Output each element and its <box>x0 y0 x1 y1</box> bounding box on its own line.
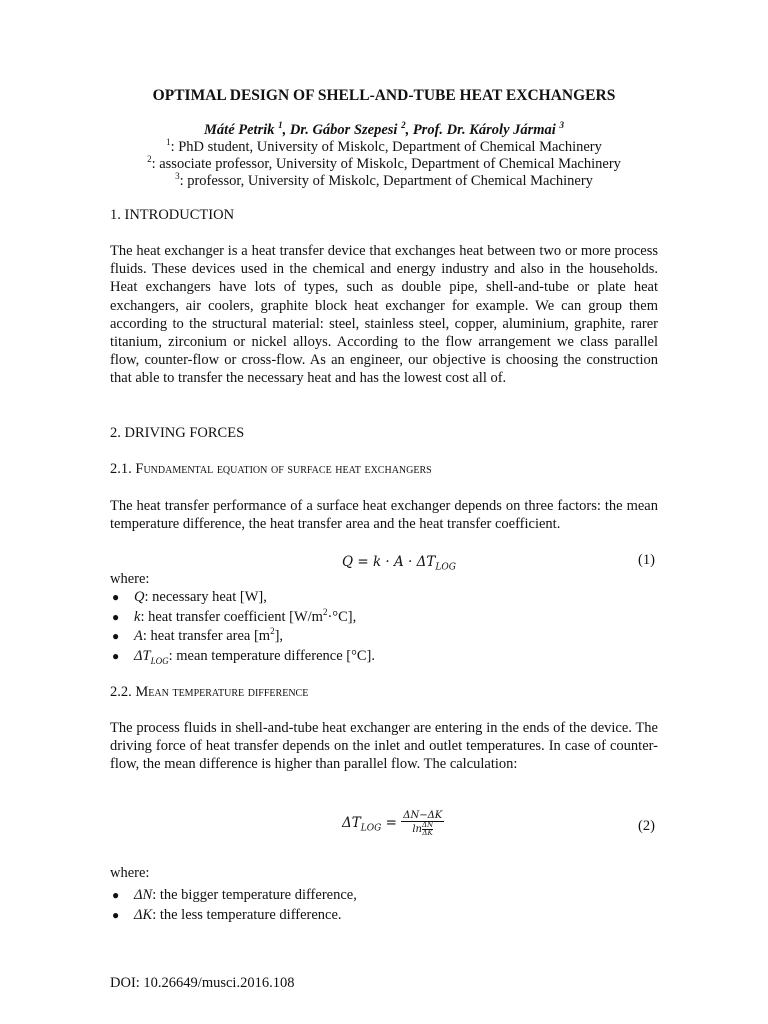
variable-desc: : the bigger temperature difference, <box>152 887 357 903</box>
equation-2-fraction <box>401 810 444 837</box>
equation-1-number: (1) <box>638 552 655 568</box>
affiliation-2 <box>0 155 768 173</box>
variable-desc-tail: ·°C], <box>327 608 357 625</box>
affiliation-1-sup: 1 <box>166 137 171 148</box>
author-3: Prof. Dr. Károly Jármai <box>412 122 556 138</box>
equation-2-denominator <box>401 822 444 837</box>
affiliation-3-text: : professor, University of Miskolc, Department of Chemical Machinery <box>179 173 593 189</box>
section-2-2-paragraph: The process fluids in shell-and-tube heat exchanger are entering in the ends of the device. The driving force of heat transfer depends on the inlet and outlet temperatures. In case of counter-flow, the mean difference is higher than parallel flow. The calculation: <box>110 720 658 773</box>
equation-1-body: Q = k · A · ΔT <box>342 554 436 570</box>
variable-desc: : the less temperature difference. <box>152 906 342 923</box>
where-label-1: where: <box>110 571 150 587</box>
author-1-sup: 1 <box>278 120 283 131</box>
author-2-sup: 2 <box>401 120 406 131</box>
variable-list-1 <box>110 588 375 666</box>
section-2-2-title: ean temperature difference <box>148 684 309 700</box>
variable-symbol: k <box>134 608 141 625</box>
where-label-2: where: <box>110 865 150 881</box>
section-2-1-heading <box>110 460 432 478</box>
equation-2-inner-num: ΔN <box>421 821 434 829</box>
section-2-2-heading <box>110 683 308 701</box>
variable-desc-tail: ], <box>274 628 284 644</box>
variable-desc: : heat transfer area [m <box>142 628 271 644</box>
equation-2: $\Delta T_{LOG}$ = ΔN−ΔK ln $\frac{\Delta N}{\Delta K}$ <box>342 810 443 837</box>
variable-sup: 2 <box>270 626 275 637</box>
equation-2-lhs: ΔT <box>342 815 361 831</box>
affiliation-3-sup: 3 <box>175 171 180 182</box>
list-item: ● A: heat transfer area $[m^2]$, <box>112 626 284 644</box>
affiliation-2-sup: 2 <box>147 154 152 165</box>
equation-1 <box>342 553 456 577</box>
list-item: ● k: heat transfer coefficient $[W/m^2\cdot^\circ C]$, <box>112 606 357 625</box>
author-line: Máté Petrik $^1$, Dr. Gábor Szepesi $^2$, Prof. Dr. Károly Jármai $^3$ <box>204 120 564 138</box>
equation-1-subscript: LOG <box>435 562 456 573</box>
author-3-sup: 3 <box>559 120 564 131</box>
variable-desc: : mean temperature difference [°C]. <box>168 647 376 664</box>
equation-2-inner-fraction <box>422 822 433 837</box>
affiliation-1-text: : PhD student, University of Miskolc, Department of Chemical Machinery <box>170 139 602 155</box>
equation-2-subscript: LOG <box>360 823 382 834</box>
section-2-1-number: 2.1. <box>110 461 136 477</box>
affiliation-2-text: : associate professor, University of Miskolc, Department of Chemical Machinery <box>151 156 621 172</box>
list-item: ● $\Delta T_{LOG}$: mean temperature difference [°C]. <box>112 647 376 666</box>
doi-footer: DOI: 10.26649/musci.2016.108 <box>110 975 295 991</box>
affiliation-3 <box>0 172 768 190</box>
variable-symbol: Q <box>134 589 145 605</box>
section-2-1-title: undamental equation of surface heat exchangers <box>143 461 432 477</box>
paper-title: OPTIMAL DESIGN OF SHELL-AND-TUBE HEAT EXCHANGERS <box>152 87 616 104</box>
author-1: Máté Petrik <box>204 122 275 138</box>
equation-2-numerator: ΔN−ΔK <box>403 810 443 821</box>
section-2-2-first-letter: M <box>135 684 149 700</box>
variable-symbol: A <box>134 628 143 644</box>
variable-symbol: ΔN <box>134 887 153 903</box>
list-item: ● ΔN: the bigger temperature difference, <box>112 887 357 903</box>
variable-sup: 2 <box>322 606 328 617</box>
variable-desc: : necessary heat [W], <box>144 589 267 605</box>
variable-subscript: LOG <box>150 655 169 666</box>
section-2-2-number: 2.2. <box>110 684 136 700</box>
variable-desc: : heat transfer coefficient [W/m <box>140 608 323 625</box>
equation-2-number: (2) <box>638 818 655 834</box>
section-2-1-paragraph: The heat transfer performance of a surface heat exchanger depends on three factors: the mean temperature difference, the heat transfer area and the heat transfer coefficient. <box>110 498 658 533</box>
list-item: ● Q: necessary heat [W], <box>112 589 267 605</box>
section-2-1-first-letter: F <box>135 461 144 477</box>
list-item: ● ΔK: the less temperature difference. <box>112 906 342 923</box>
intro-heading: 1. INTRODUCTION <box>110 207 235 223</box>
variable-symbol: ΔT <box>134 647 151 664</box>
equation-2-inner-den: ΔK <box>422 829 433 837</box>
affiliation-1 <box>0 138 768 156</box>
equation-2-ln: ln <box>412 824 422 835</box>
variable-list-2 <box>110 886 357 925</box>
author-2: Dr. Gábor Szepesi <box>289 122 398 138</box>
variable-symbol: ΔK <box>134 906 153 923</box>
driving-forces-heading: 2. DRIVING FORCES <box>110 425 245 441</box>
intro-paragraph: The heat exchanger is a heat transfer device that exchanges heat between two or more process fluids. These devices used in the chemical and energy industry and also in the households. Heat exchangers have lots of types, such as double pipe, shell-and-tube or plate heat exchangers, air coolers, graphite block heat exchanger for example. We can group them according to the structural material: steel, stainless steel, copper, aluminium, graphite, rarer titanium, zirconium or nickel alloys. According to the flow arrangement we class parallel flow, counter-flow or cross-flow. As an engineer, our objective is choosing the construction that able to transfer the necessary heat and has the lowest cost all of. <box>110 243 658 387</box>
